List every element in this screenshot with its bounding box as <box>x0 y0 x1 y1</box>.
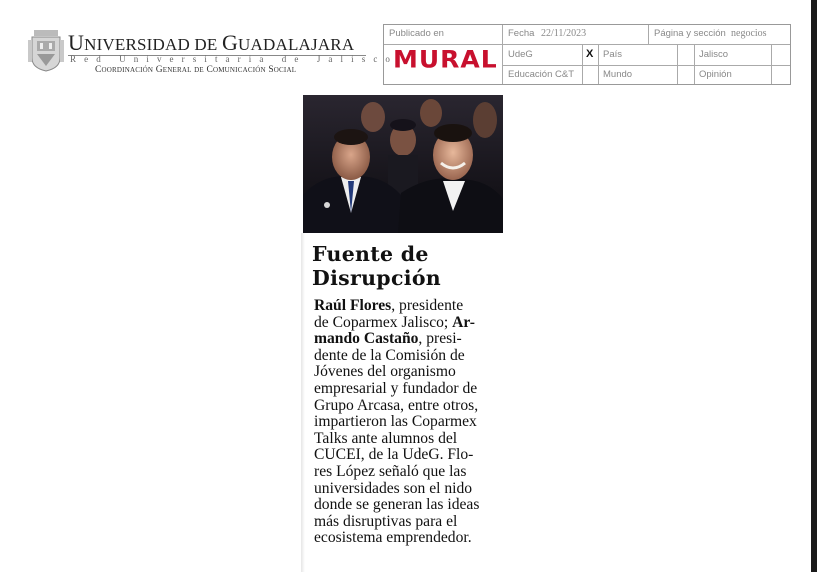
university-seal-icon <box>28 28 64 72</box>
category-udeg: UdeG <box>508 49 533 60</box>
column-shadow <box>301 233 305 572</box>
body-text-segment: Grupo Arcasa, entre otros, <box>314 396 479 414</box>
body-text-segment: más disruptivas para el <box>314 512 458 530</box>
body-name-emphasis: mando Castaño <box>314 330 419 348</box>
category-udeg-mark: X <box>586 48 594 60</box>
body-text-segment: res López señaló que las <box>314 462 467 480</box>
body-line <box>314 497 500 514</box>
table-col-4 <box>598 44 599 84</box>
table-col-3 <box>582 44 583 84</box>
table-rule-2 <box>503 65 790 66</box>
outlet-logo: MURAL <box>393 45 498 74</box>
body-text-segment: empresarial y fundador de <box>314 379 478 397</box>
body-text-segment: , presidente <box>391 297 464 314</box>
body-name-emphasis: Raúl Flores <box>314 297 392 314</box>
body-line <box>314 447 500 464</box>
section-value: negocios <box>731 28 767 39</box>
university-network: Red Universitaria de Jalisco <box>70 54 399 64</box>
body-text-segment: universidades son el nido <box>314 479 473 497</box>
body-text-segment: dente de la Comisión de <box>314 346 465 364</box>
uni-name-cap-2: G <box>221 30 239 55</box>
category-jalisco: Jalisco <box>699 49 729 60</box>
body-text-segment: de Coparmex Jalisco; <box>314 313 453 331</box>
body-line <box>314 431 500 448</box>
category-educacion: Educación C&T <box>508 69 575 80</box>
date-value: 22/11/2023 <box>541 28 587 39</box>
category-mundo: Mundo <box>603 69 633 80</box>
table-col-5 <box>677 44 678 84</box>
body-name-emphasis: Ar- <box>452 313 475 331</box>
body-line <box>314 348 500 365</box>
body-text-segment: donde se generan las ideas <box>314 496 480 514</box>
body-line <box>314 381 500 398</box>
body-text-segment: CUCEI, de la UdeG. Flo- <box>314 446 474 464</box>
body-text-segment: Talks ante alumnos del <box>314 429 458 447</box>
article-headline <box>312 242 441 290</box>
body-line <box>314 315 500 332</box>
uni-name-part-1: NIVERSIDAD DE <box>84 35 222 54</box>
right-edge-border <box>811 0 817 572</box>
section-label: Página y sección <box>654 28 726 39</box>
body-line <box>314 331 500 348</box>
headline-line-2: Disrupción <box>312 266 441 290</box>
uni-name-part-2: UADALAJARA <box>238 35 355 54</box>
table-col-7 <box>771 44 772 84</box>
body-text-segment: , presi- <box>418 330 462 348</box>
body-line <box>314 514 500 531</box>
body-text-segment: Jóvenes del organismo <box>314 363 456 381</box>
body-line <box>314 530 500 547</box>
university-name <box>68 30 354 56</box>
body-line <box>314 298 500 315</box>
headline-line-1: Fuente de <box>312 242 429 266</box>
body-text-segment: impartieron las Coparmex <box>314 413 477 431</box>
body-line <box>314 414 500 431</box>
table-col-6 <box>694 44 695 84</box>
article-body <box>314 298 500 547</box>
published-in-label: Publicado en <box>389 28 444 39</box>
date-label: Fecha <box>508 28 535 39</box>
university-coordination: Coordinación General de Comunicación Social <box>95 65 297 75</box>
category-pais: País <box>603 49 623 60</box>
category-opinion: Opinión <box>699 69 732 80</box>
table-col-1 <box>502 25 503 84</box>
body-line <box>314 398 500 415</box>
body-line <box>314 364 500 381</box>
event-photo-two-men-icon <box>303 95 503 233</box>
body-text-segment: ecosistema emprendedor. <box>314 529 472 547</box>
uni-name-cap-1: U <box>68 30 85 55</box>
body-line <box>314 464 500 481</box>
table-col-2 <box>648 25 649 44</box>
body-line <box>314 481 500 498</box>
